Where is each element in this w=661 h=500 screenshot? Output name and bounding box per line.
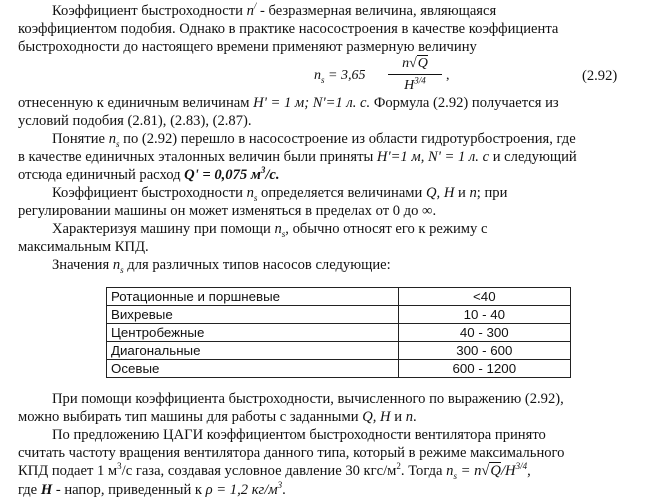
table-cell-value: 40 - 300: [398, 324, 570, 342]
p8-line3: КПД подает 1 $м^3/с$ газа, создавая условное давление 30 кгс/$м^2$. Тогда $n_s = n√Q/H^{3/4}$,: [18, 461, 531, 481]
p3-line3: отсюда единичный расход Q' = 0,075 $м^3/с$.: [18, 165, 280, 183]
table-cell-type: Ротационные и поршневые: [107, 288, 399, 306]
p7-line2: можно выбирать тип машины для работы с заданными Q, H и n.: [18, 409, 417, 425]
p8-line1: По предложению ЦАГИ коэффициентом быстроходности вентилятора принято: [52, 427, 546, 443]
p6-line1: Значения $n_s$ для различных типов насосов следующие:: [52, 257, 391, 275]
table-row: [107, 342, 571, 360]
table-cell-value: 10 - 40: [398, 306, 570, 324]
p4-line1: Коэффициент быстроходности $n_s$ определяется величинами Q, H и n; при: [52, 185, 508, 203]
table-cell-type: Центробежные: [107, 324, 399, 342]
table-row: [107, 360, 571, 378]
p2-line2: условий подобия (2.81), (2.83), (2.87).: [18, 113, 252, 129]
formula-fraction: n√Q $H^{3/4}$ ,: [388, 54, 442, 95]
p8-line4: где Н - напор, приведенный к ρ = 1,2 $кг/м^3$.: [18, 480, 286, 498]
p1-line1: Коэффициент быстроходности n/ - безразмерная величина, являющаяся: [52, 1, 497, 19]
inline-formula: $n_s = n√Q/H^{3/4}$: [446, 461, 528, 481]
symbol-n: n/: [246, 1, 257, 19]
table-cell-value: <40: [398, 288, 570, 306]
ns-values-table: [106, 287, 571, 378]
p3-line1: Понятие $n_s$ по (2.92) перешло в насосостроение из области гидротурбостроения, где: [52, 131, 576, 149]
table-cell-type: Вихревые: [107, 306, 399, 324]
table-cell-value: 300 - 600: [398, 342, 570, 360]
p2-line1: отнесенную к единичным величинам H' = 1 м; N'=1 л. с. Формула (2.92) получается из: [18, 95, 559, 111]
p4-line2: регулировании машины он может изменяться в пределах от 0 до ∞.: [18, 203, 437, 219]
table-row: [107, 324, 571, 342]
p1-line3: быстроходности до настоящего времени применяют размерную величину: [18, 39, 477, 55]
table-row: [107, 288, 571, 306]
document-page: Коэффициент быстроходности n/ - безразмерная величина, являющаяся коэффициентом подобия. Однако в практике насосостроения в качестве коэффициента быстроходности до настоящего времени применяют размерную величину $n_s = 3,65$ n√Q $H^{3/4}$ , (2.92) отнесенную к единичным величинам H' = 1 м; N'=1 л. с. Формула (2.92) получается из условий подобия (2.81), (2.83), (2.87). Понятие $n_s$ по (2.92) перешло в насосостроение из области гидротурбостроения, где в качестве единичных эталонных величин были приняты H'=1 м, N' = 1 л. с и следующий отсюда единичный расход Q' = 0,075 $м^3/с$. Коэффициент быстроходности $n_s$ определяется величинами Q, H и n; при регулировании машины он может изменяться в пределах от 0 до ∞. Характеризуя машину при помощи $n_s$, обычно относят его к режиму с максимальным КПД. Значения $n_s$ для различных типов насосов следующие: Ротационные и поршневые <40 Вихревые 10 - 40 Центробежные 40 - 300 Диагональные 300 - 600 Осевые 600 - 1200 При помощи коэффициента быстроходности, вычисленного по выражению (2.92), можно выбирать тип машины для работы с заданными Q, H и n. По предложению ЦАГИ коэффициентом быстроходности вентилятора принято считать частоту вращения вентилятора данного типа, который в режиме максимального КПД подает 1 $м^3/с$ газа, создавая условное давление 30 кгс/$м^2$. Тогда $n_s = n√Q/H^{3/4}$, где Н - напор, приведенный к ρ = 1,2 $кг/м^3$.: [18, 1, 618, 498]
p5-line1: Характеризуя машину при помощи $n_s$, обычно относят его к режиму с: [52, 221, 488, 239]
p1-line2: коэффициентом подобия. Однако в практике насосостроения в качестве коэффициента: [18, 21, 559, 37]
p3-line2: в качестве единичных эталонных величин были приняты H'=1 м, N' = 1 л. с и следующий: [18, 149, 577, 165]
table-row: [107, 306, 571, 324]
p5-line2: максимальным КПД.: [18, 239, 149, 255]
table-cell-value: 600 - 1200: [398, 360, 570, 378]
table-cell-type: Диагональные: [107, 342, 399, 360]
p8-line2: считать частоту вращения вентилятора данного типа, который в режиме максимального: [18, 445, 565, 461]
equation-number: (2.92): [582, 68, 618, 84]
p7-line1: При помощи коэффициента быстроходности, вычисленного по выражению (2.92),: [52, 391, 564, 407]
table-cell-type: Осевые: [107, 360, 399, 378]
